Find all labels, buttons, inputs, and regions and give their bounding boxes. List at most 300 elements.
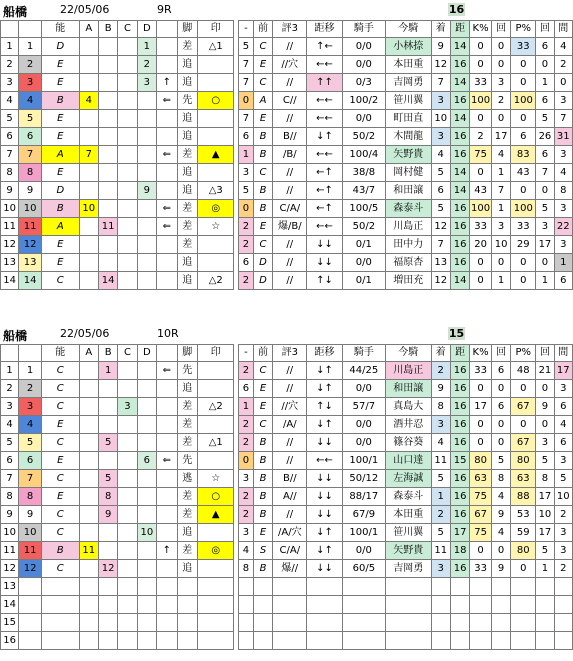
jockey: 田中力 bbox=[385, 236, 431, 254]
header-rank-a: A bbox=[79, 21, 98, 38]
k-pct: 0 bbox=[470, 254, 492, 272]
race-header bbox=[0, 326, 573, 344]
mark[interactable] bbox=[198, 614, 234, 632]
arrow bbox=[157, 488, 178, 506]
interval: 0 bbox=[554, 74, 572, 92]
rank-b: 14 bbox=[98, 272, 117, 290]
rank-c bbox=[118, 632, 137, 650]
finish: 11 bbox=[431, 542, 450, 560]
jockey-record: 0/0 bbox=[342, 110, 385, 128]
finish: 3 bbox=[431, 560, 450, 578]
table-row[interactable] bbox=[1, 164, 573, 182]
front: E bbox=[253, 110, 272, 128]
distance: 15 bbox=[450, 452, 469, 470]
rank-b bbox=[98, 632, 117, 650]
dash bbox=[239, 632, 254, 650]
dash: 3 bbox=[239, 524, 254, 542]
table-row[interactable] bbox=[1, 524, 573, 542]
table-row[interactable] bbox=[1, 254, 573, 272]
jockey: 福原杏 bbox=[385, 254, 431, 272]
distance-move: ←← bbox=[307, 218, 342, 236]
rank-d bbox=[137, 218, 156, 236]
eval3: // bbox=[273, 362, 307, 380]
mark[interactable]: ○ bbox=[198, 92, 234, 110]
arrow: ↑ bbox=[157, 74, 178, 92]
distance: 16 bbox=[450, 92, 469, 110]
interval bbox=[554, 578, 572, 596]
table-row[interactable] bbox=[1, 56, 573, 74]
finish: 7 bbox=[431, 236, 450, 254]
rank-c bbox=[118, 38, 137, 56]
jockey-record: 0/0 bbox=[342, 416, 385, 434]
p-pct: 0 bbox=[511, 380, 536, 398]
rank-c bbox=[118, 542, 137, 560]
interval: 3 bbox=[554, 92, 572, 110]
k-count: 17 bbox=[491, 128, 510, 146]
p-pct: 43 bbox=[511, 164, 536, 182]
arrow bbox=[157, 38, 178, 56]
p-pct: 0 bbox=[511, 74, 536, 92]
finish: 4 bbox=[431, 146, 450, 164]
mark[interactable]: △2 bbox=[198, 272, 234, 290]
horse-number: 3 bbox=[19, 398, 42, 416]
horse-number: 6 bbox=[19, 452, 42, 470]
header-p-count: 回 bbox=[536, 345, 554, 362]
k-pct bbox=[470, 578, 492, 596]
table-row[interactable] bbox=[1, 614, 573, 632]
rank-d bbox=[137, 164, 156, 182]
eval3: A// bbox=[273, 488, 307, 506]
eval3 bbox=[273, 578, 307, 596]
running-style: 差 bbox=[177, 200, 198, 218]
eval3: /B/ bbox=[273, 146, 307, 164]
finish: 7 bbox=[431, 74, 450, 92]
mark[interactable]: △1 bbox=[198, 38, 234, 56]
interval: 6 bbox=[554, 272, 572, 290]
header-k-pct: K% bbox=[470, 21, 492, 38]
row-index: 2 bbox=[1, 380, 19, 398]
distance-move: ←← bbox=[307, 146, 342, 164]
distance-count: 16 bbox=[448, 3, 465, 16]
running-style: 追 bbox=[177, 110, 198, 128]
rank-c bbox=[118, 362, 137, 380]
k-count: 3 bbox=[491, 218, 510, 236]
p-count bbox=[536, 578, 554, 596]
jockey: 和田譲 bbox=[385, 182, 431, 200]
dash: 6 bbox=[239, 254, 254, 272]
header-rank-c: C bbox=[118, 345, 137, 362]
distance: 16 bbox=[450, 362, 469, 380]
p-pct: 6 bbox=[511, 128, 536, 146]
arrow bbox=[157, 398, 178, 416]
rank-c bbox=[118, 164, 137, 182]
p-count: 0 bbox=[536, 380, 554, 398]
p-count: 5 bbox=[536, 542, 554, 560]
mark[interactable] bbox=[198, 452, 234, 470]
mark[interactable] bbox=[198, 362, 234, 380]
finish: 9 bbox=[431, 380, 450, 398]
table-row[interactable] bbox=[1, 200, 573, 218]
ability-grade bbox=[42, 632, 80, 650]
row-index: 14 bbox=[1, 272, 19, 290]
interval: 7 bbox=[554, 110, 572, 128]
mark[interactable] bbox=[198, 380, 234, 398]
mark[interactable] bbox=[198, 110, 234, 128]
table-row[interactable] bbox=[1, 38, 573, 56]
arrow bbox=[157, 236, 178, 254]
mark[interactable] bbox=[198, 560, 234, 578]
mark[interactable]: ▲ bbox=[198, 506, 234, 524]
k-pct: 33 bbox=[470, 560, 492, 578]
front: B bbox=[253, 182, 272, 200]
jockey: 本田重 bbox=[385, 506, 431, 524]
mark[interactable] bbox=[198, 578, 234, 596]
jockey-record: 0/3 bbox=[342, 74, 385, 92]
dash: 1 bbox=[239, 398, 254, 416]
p-count: 17 bbox=[536, 488, 554, 506]
row-index: 13 bbox=[1, 578, 19, 596]
row-index: 6 bbox=[1, 128, 19, 146]
running-style: 追 bbox=[177, 272, 198, 290]
distance: 14 bbox=[450, 182, 469, 200]
jockey: 酒井忍 bbox=[385, 416, 431, 434]
horse-number: 6 bbox=[19, 128, 42, 146]
rank-c bbox=[118, 74, 137, 92]
table-row[interactable] bbox=[1, 506, 573, 524]
mark[interactable]: ☆ bbox=[198, 218, 234, 236]
mark[interactable] bbox=[198, 524, 234, 542]
table-row[interactable] bbox=[1, 560, 573, 578]
k-count: 1 bbox=[491, 200, 510, 218]
table-row[interactable] bbox=[1, 74, 573, 92]
distance-move: ↓↑ bbox=[307, 380, 342, 398]
running-style bbox=[177, 614, 198, 632]
table-row[interactable] bbox=[1, 488, 573, 506]
race-header bbox=[0, 2, 573, 20]
rank-b bbox=[98, 38, 117, 56]
interval: 22 bbox=[554, 218, 572, 236]
finish: 3 bbox=[431, 128, 450, 146]
distance: 14 bbox=[450, 74, 469, 92]
interval: 3 bbox=[554, 380, 572, 398]
table-row[interactable] bbox=[1, 434, 573, 452]
distance-move: ↓↑ bbox=[307, 362, 342, 380]
rank-a bbox=[79, 596, 98, 614]
k-count: 6 bbox=[491, 362, 510, 380]
arrow bbox=[157, 254, 178, 272]
p-count: 17 bbox=[536, 236, 554, 254]
rank-b bbox=[98, 416, 117, 434]
distance-move: ←← bbox=[307, 92, 342, 110]
mark[interactable]: ○ bbox=[198, 488, 234, 506]
row-index: 1 bbox=[1, 38, 19, 56]
k-count: 4 bbox=[491, 488, 510, 506]
rank-b bbox=[98, 236, 117, 254]
k-pct bbox=[470, 632, 492, 650]
rank-b bbox=[98, 128, 117, 146]
table-row[interactable] bbox=[1, 128, 573, 146]
distance: 16 bbox=[450, 200, 469, 218]
p-count: 9 bbox=[536, 398, 554, 416]
jockey bbox=[385, 632, 431, 650]
mark[interactable]: ◎ bbox=[198, 542, 234, 560]
p-count: 1 bbox=[536, 272, 554, 290]
k-pct: 43 bbox=[470, 182, 492, 200]
horse-number: 1 bbox=[19, 38, 42, 56]
arrow: ⇐ bbox=[157, 362, 178, 380]
horse-number: 10 bbox=[19, 524, 42, 542]
row-index: 9 bbox=[1, 182, 19, 200]
jockey-record: 43/7 bbox=[342, 182, 385, 200]
table-row[interactable] bbox=[1, 146, 573, 164]
p-pct: 88 bbox=[511, 488, 536, 506]
rank-d bbox=[137, 236, 156, 254]
running-style: 先 bbox=[177, 362, 198, 380]
rank-d bbox=[137, 560, 156, 578]
table-row[interactable] bbox=[1, 416, 573, 434]
table-row[interactable] bbox=[1, 182, 573, 200]
jockey: 小林捺 bbox=[385, 38, 431, 56]
eval3: // bbox=[273, 452, 307, 470]
row-index: 16 bbox=[1, 632, 19, 650]
rank-b: 9 bbox=[98, 506, 117, 524]
k-count: 0 bbox=[491, 542, 510, 560]
front: B bbox=[253, 452, 272, 470]
running-style: 差 bbox=[177, 542, 198, 560]
finish bbox=[431, 578, 450, 596]
p-pct: 80 bbox=[511, 452, 536, 470]
p-count: 5 bbox=[536, 110, 554, 128]
eval3: // bbox=[273, 182, 307, 200]
horse-number: 12 bbox=[19, 236, 42, 254]
rank-b bbox=[98, 596, 117, 614]
mark[interactable] bbox=[198, 596, 234, 614]
distance: 14 bbox=[450, 38, 469, 56]
finish: 8 bbox=[431, 398, 450, 416]
interval: 6 bbox=[554, 434, 572, 452]
eval3: // bbox=[273, 110, 307, 128]
table-row[interactable] bbox=[1, 398, 573, 416]
row-index: 7 bbox=[1, 470, 19, 488]
table-row[interactable] bbox=[1, 470, 573, 488]
row-index: 7 bbox=[1, 146, 19, 164]
header-p-pct: P% bbox=[511, 345, 536, 362]
table-row[interactable] bbox=[1, 596, 573, 614]
ability-grade: C bbox=[42, 380, 80, 398]
rank-c bbox=[118, 488, 137, 506]
track-name: 船橋 bbox=[3, 329, 28, 343]
distance bbox=[450, 596, 469, 614]
rank-b bbox=[98, 524, 117, 542]
distance-move: ←↑ bbox=[307, 182, 342, 200]
finish: 5 bbox=[431, 200, 450, 218]
distance-move: ↑↓ bbox=[307, 272, 342, 290]
running-style bbox=[177, 632, 198, 650]
mark[interactable] bbox=[198, 56, 234, 74]
mark[interactable]: ☆ bbox=[198, 470, 234, 488]
running-style: 追 bbox=[177, 560, 198, 578]
eval3 bbox=[273, 596, 307, 614]
rank-a bbox=[79, 74, 98, 92]
distance-move: ↓↑ bbox=[307, 416, 342, 434]
finish: 6 bbox=[431, 182, 450, 200]
header-finish: 着 bbox=[431, 21, 450, 38]
jockey-record bbox=[342, 632, 385, 650]
ability-grade: E bbox=[42, 110, 80, 128]
rank-a bbox=[79, 398, 98, 416]
rank-d bbox=[137, 434, 156, 452]
rank-d: 2 bbox=[137, 56, 156, 74]
rank-c bbox=[118, 56, 137, 74]
header-rank-d: D bbox=[137, 21, 156, 38]
p-count bbox=[536, 596, 554, 614]
p-count: 3 bbox=[536, 434, 554, 452]
jockey-record: 100/1 bbox=[342, 452, 385, 470]
p-count: 1 bbox=[536, 74, 554, 92]
finish bbox=[431, 632, 450, 650]
rank-a bbox=[79, 164, 98, 182]
table-row[interactable] bbox=[1, 92, 573, 110]
mark[interactable]: ▲ bbox=[198, 146, 234, 164]
jockey-record: 100/5 bbox=[342, 200, 385, 218]
header-interval: 間 bbox=[554, 345, 572, 362]
p-count: 1 bbox=[536, 560, 554, 578]
table-row[interactable] bbox=[1, 236, 573, 254]
distance bbox=[450, 578, 469, 596]
interval: 3 bbox=[554, 200, 572, 218]
finish: 4 bbox=[431, 434, 450, 452]
rank-d: 1 bbox=[137, 38, 156, 56]
arrow: ⇐ bbox=[157, 218, 178, 236]
arrow bbox=[157, 380, 178, 398]
distance: 14 bbox=[450, 110, 469, 128]
mark[interactable]: ◎ bbox=[198, 200, 234, 218]
jockey: 真島大 bbox=[385, 398, 431, 416]
horse-number: 8 bbox=[19, 488, 42, 506]
table-row[interactable] bbox=[1, 110, 573, 128]
distance-move: ←← bbox=[307, 452, 342, 470]
table-row[interactable] bbox=[1, 272, 573, 290]
eval3: // bbox=[273, 434, 307, 452]
distance: 16 bbox=[450, 254, 469, 272]
jockey-record: 0/0 bbox=[342, 380, 385, 398]
dash: 6 bbox=[239, 380, 254, 398]
arrow: ⇐ bbox=[157, 146, 178, 164]
rank-c bbox=[118, 254, 137, 272]
dash: 5 bbox=[239, 38, 254, 56]
mark[interactable]: △1 bbox=[198, 434, 234, 452]
interval: 31 bbox=[554, 128, 572, 146]
mark[interactable] bbox=[198, 74, 234, 92]
rank-a bbox=[79, 38, 98, 56]
rank-b bbox=[98, 380, 117, 398]
jockey bbox=[385, 596, 431, 614]
mark[interactable]: △3 bbox=[198, 182, 234, 200]
eval3: // bbox=[273, 236, 307, 254]
table-row[interactable] bbox=[1, 542, 573, 560]
header-distance-move: 距移 bbox=[307, 21, 342, 38]
front: E bbox=[253, 380, 272, 398]
k-count: 0 bbox=[491, 110, 510, 128]
dash: 0 bbox=[239, 200, 254, 218]
distance-move: ←← bbox=[307, 110, 342, 128]
table-row[interactable] bbox=[1, 362, 573, 380]
race-9r-block bbox=[0, 2, 573, 290]
mark[interactable] bbox=[198, 128, 234, 146]
running-style: 追 bbox=[177, 524, 198, 542]
front: E bbox=[253, 398, 272, 416]
horse-number bbox=[19, 578, 42, 596]
mark[interactable] bbox=[198, 416, 234, 434]
jockey: 町田直 bbox=[385, 110, 431, 128]
rank-c bbox=[118, 110, 137, 128]
rank-c bbox=[118, 92, 137, 110]
jockey-record: 100/4 bbox=[342, 146, 385, 164]
jockey-record: 50/12 bbox=[342, 470, 385, 488]
mark[interactable] bbox=[198, 164, 234, 182]
distance-move: ↓↓ bbox=[307, 470, 342, 488]
front bbox=[253, 596, 272, 614]
dash: 7 bbox=[239, 110, 254, 128]
jockey-record bbox=[342, 578, 385, 596]
table-row[interactable] bbox=[1, 452, 573, 470]
mark[interactable]: △2 bbox=[198, 398, 234, 416]
k-count: 0 bbox=[491, 254, 510, 272]
rank-b bbox=[98, 164, 117, 182]
rank-a bbox=[79, 128, 98, 146]
front: E bbox=[253, 524, 272, 542]
row-index: 9 bbox=[1, 506, 19, 524]
rank-b: 12 bbox=[98, 560, 117, 578]
rank-a bbox=[79, 488, 98, 506]
p-pct: 67 bbox=[511, 434, 536, 452]
ability-grade: E bbox=[42, 452, 80, 470]
header-arrow bbox=[157, 345, 178, 362]
interval: 10 bbox=[554, 488, 572, 506]
arrow bbox=[157, 632, 178, 650]
dash: 3 bbox=[239, 164, 254, 182]
eval3: // bbox=[273, 38, 307, 56]
front: B bbox=[253, 470, 272, 488]
front: B bbox=[253, 146, 272, 164]
header-rank-a: A bbox=[79, 345, 98, 362]
running-style: 差 bbox=[177, 488, 198, 506]
rank-d bbox=[137, 92, 156, 110]
rank-d: 10 bbox=[137, 524, 156, 542]
table-row[interactable] bbox=[1, 218, 573, 236]
horse-number: 8 bbox=[19, 164, 42, 182]
rank-c bbox=[118, 380, 137, 398]
rank-d bbox=[137, 470, 156, 488]
running-style: 追 bbox=[177, 56, 198, 74]
row-index: 11 bbox=[1, 542, 19, 560]
k-count: 4 bbox=[491, 146, 510, 164]
mark[interactable] bbox=[198, 254, 234, 272]
rank-a bbox=[79, 380, 98, 398]
table-row[interactable] bbox=[1, 380, 573, 398]
arrow bbox=[157, 272, 178, 290]
k-count bbox=[491, 614, 510, 632]
finish: 1 bbox=[431, 488, 450, 506]
table-row[interactable] bbox=[1, 632, 573, 650]
header-distance: 距 bbox=[450, 21, 469, 38]
header-arrow bbox=[157, 21, 178, 38]
mark[interactable] bbox=[198, 632, 234, 650]
ability-grade: A bbox=[42, 218, 80, 236]
mark[interactable] bbox=[198, 236, 234, 254]
interval: 4 bbox=[554, 164, 572, 182]
table-row[interactable] bbox=[1, 578, 573, 596]
